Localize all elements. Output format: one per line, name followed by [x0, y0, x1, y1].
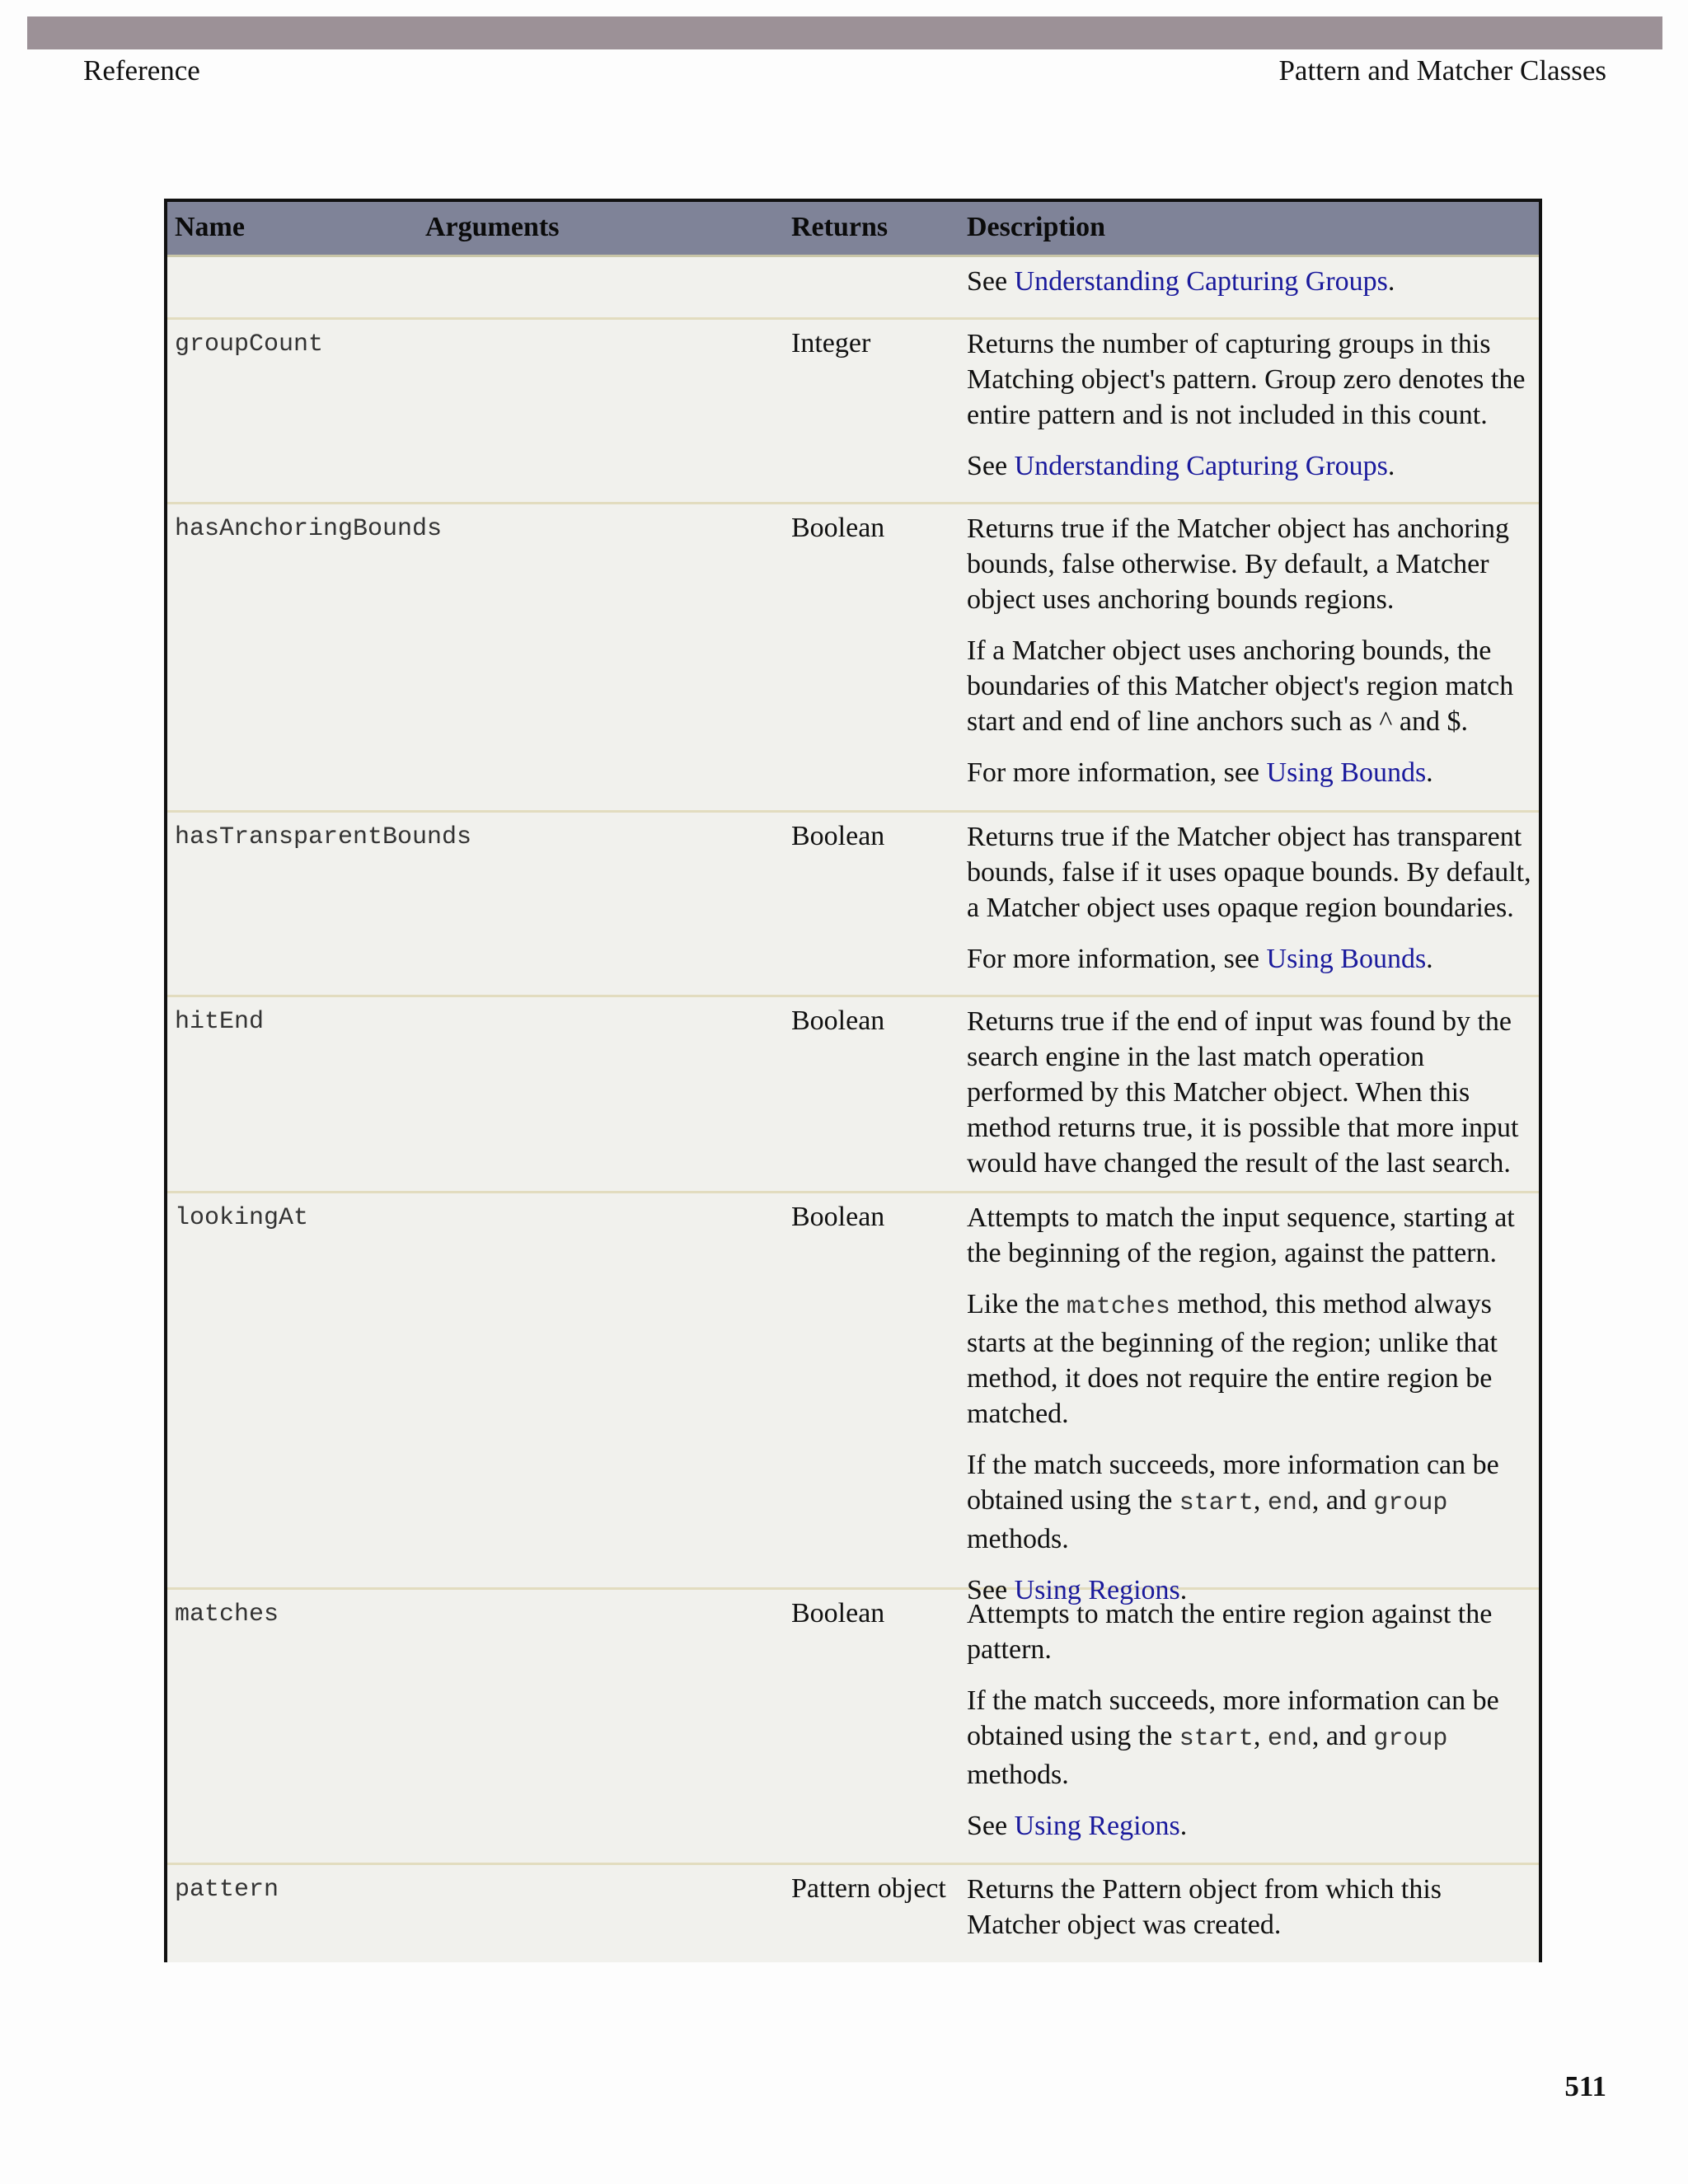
return-type: Boolean — [791, 1202, 885, 1232]
column-header-name: Name — [175, 212, 245, 242]
code-end: end — [1267, 1489, 1312, 1517]
text-fragment: If the match succeeds, more information can be obtained using the — [967, 1450, 1499, 1516]
code-group: group — [1373, 1725, 1448, 1753]
table-row — [167, 997, 1539, 1193]
table-row — [167, 504, 1539, 813]
text-fragment: methods. — [967, 1760, 1069, 1790]
method-name: lookingAt — [175, 1204, 309, 1232]
code-start: start — [1179, 1489, 1254, 1517]
link-using-regions[interactable]: Using Regions — [1014, 1575, 1180, 1605]
description-text: Returns true if the Matcher object has anchoring bounds, false otherwise. By default, a Matcher object uses anchoring bounds regions. — [967, 513, 1510, 615]
see-text: See — [967, 1575, 1015, 1605]
running-header-left: Reference — [83, 54, 200, 87]
link-using-regions[interactable]: Using Regions — [1014, 1811, 1180, 1841]
see-text: See — [967, 266, 1015, 297]
return-type: Integer — [791, 328, 871, 359]
description-text — [967, 1447, 1537, 1557]
link-using-bounds[interactable]: Using Bounds — [1266, 944, 1427, 974]
description-cell — [967, 1596, 1537, 1859]
return-type: Pattern object — [791, 1873, 946, 1904]
column-header-description: Description — [967, 212, 1106, 242]
return-type: Boolean — [791, 821, 885, 851]
table-row — [167, 1865, 1539, 1962]
description-text: Returns the number of capturing groups in this Matching object's pattern. Group zero denotes the entire pattern and is not included in this count. — [967, 329, 1526, 430]
link-using-bounds[interactable]: Using Bounds — [1266, 757, 1427, 788]
description-text: Returns true if the end of input was found by the search engine in the last match operation performed by this Matcher object. When this method returns true, it is possible that more input would have changed the result of the last search. — [967, 1006, 1519, 1179]
return-type: Boolean — [791, 513, 885, 543]
code-matches: matches — [1066, 1293, 1170, 1321]
text-fragment: method, this method always starts at the beginning of the region; unlike that method, it does not require the entire region be matched. — [967, 1289, 1498, 1429]
see-text: See — [967, 1811, 1015, 1841]
running-header-right: Pattern and Matcher Classes — [1278, 54, 1606, 87]
description-cell — [967, 819, 1537, 992]
punctuation: . — [1179, 1575, 1188, 1605]
table-row — [167, 320, 1539, 504]
description-text — [967, 1286, 1537, 1432]
method-name: hitEnd — [175, 1008, 265, 1036]
text-fragment: , and — [1311, 1485, 1374, 1516]
punctuation: . — [1426, 757, 1433, 788]
see-text: See — [967, 451, 1015, 481]
punctuation: . — [1387, 266, 1395, 297]
return-type: Boolean — [791, 1598, 885, 1629]
method-name: matches — [175, 1601, 279, 1629]
text-fragment: , — [1253, 1721, 1268, 1751]
see-text: For more information, see — [967, 944, 1267, 974]
code-end: end — [1267, 1725, 1312, 1753]
punctuation: . — [1426, 944, 1433, 974]
description-text — [967, 1683, 1537, 1793]
punctuation: . — [1387, 451, 1395, 481]
link-understanding-capturing-groups[interactable]: Understanding Capturing Groups — [1014, 451, 1388, 481]
description-text: If a Matcher object uses anchoring bounds, the boundaries of this Matcher object's region match start and end of line anchors such as ^ and $. — [967, 635, 1514, 737]
description-cell — [967, 1004, 1537, 1197]
table-row — [167, 813, 1539, 997]
return-type: Boolean — [791, 1005, 885, 1036]
methods-table — [164, 199, 1542, 1962]
column-header-returns: Returns — [791, 212, 889, 242]
description-cell — [967, 264, 1537, 315]
table-row — [167, 1590, 1539, 1865]
text-fragment: If the match succeeds, more information can be obtained using the — [967, 1685, 1499, 1751]
see-text: For more information, see — [967, 757, 1267, 788]
text-fragment: , and — [1311, 1721, 1374, 1751]
table-row — [167, 257, 1539, 320]
method-name: hasAnchoringBounds — [175, 515, 443, 543]
description-text: Returns the Pattern object from which this Matcher object was created. — [967, 1874, 1442, 1940]
table-header-row — [167, 202, 1539, 257]
method-name: pattern — [175, 1876, 279, 1904]
description-cell — [967, 1872, 1537, 1958]
header-bar — [27, 16, 1662, 49]
table-row — [167, 1193, 1539, 1605]
method-name: hasTransparentBounds — [175, 823, 472, 851]
text-fragment: Like the — [967, 1289, 1067, 1319]
text-fragment: methods. — [967, 1524, 1069, 1554]
punctuation: . — [1179, 1811, 1188, 1841]
page-number: 511 — [1564, 2070, 1606, 2102]
code-start: start — [1179, 1725, 1254, 1753]
description-cell — [967, 326, 1537, 499]
description-text: Attempts to match the entire region against the pattern. — [967, 1599, 1493, 1665]
code-group: group — [1373, 1489, 1448, 1517]
description-cell — [967, 511, 1537, 806]
link-understanding-capturing-groups[interactable]: Understanding Capturing Groups — [1014, 266, 1388, 297]
text-fragment: , — [1253, 1485, 1268, 1516]
description-text: Returns true if the Matcher object has transparent bounds, false if it uses opaque bounds. By default, a Matcher object uses opaque region boundaries. — [967, 822, 1531, 923]
column-header-arguments: Arguments — [425, 212, 560, 242]
method-name: groupCount — [175, 330, 324, 359]
description-text: Attempts to match the input sequence, starting at the beginning of the region, against the pattern. — [967, 1202, 1515, 1268]
description-cell — [967, 1200, 1537, 1624]
